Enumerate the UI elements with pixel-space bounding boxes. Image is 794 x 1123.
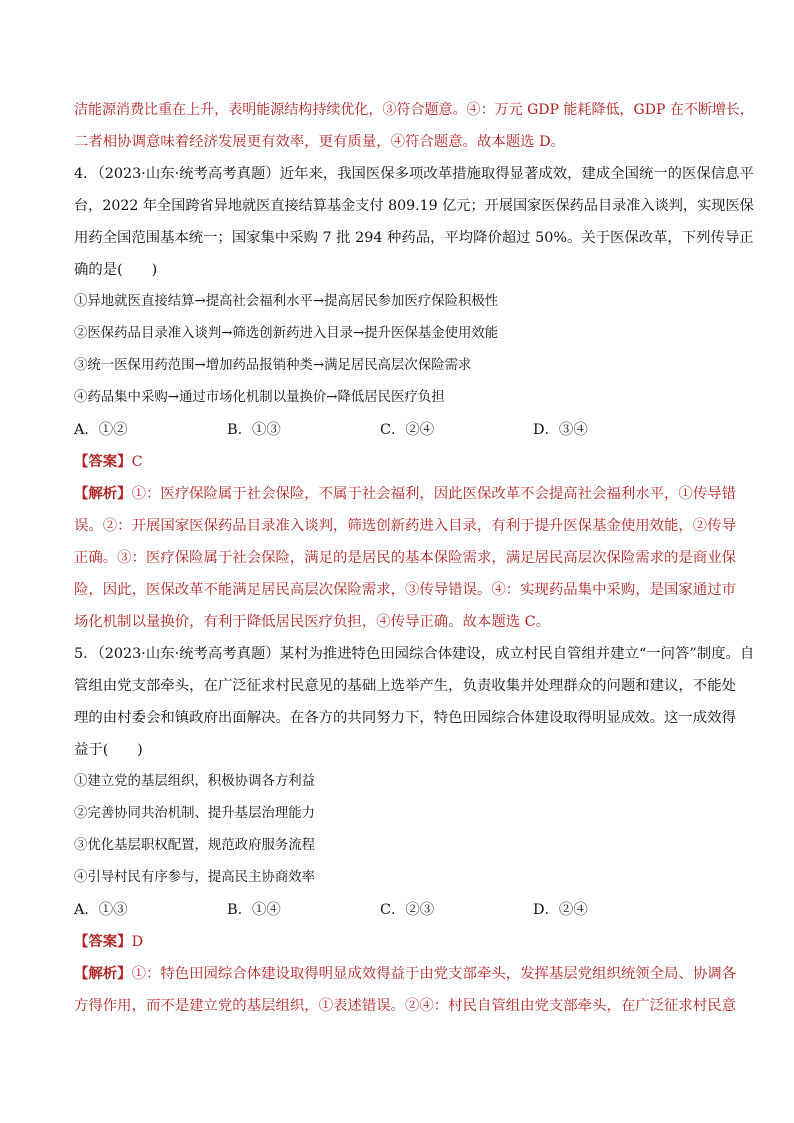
q4-item-4: ④药品集中采购→通过市场化机制以量换价→降低居民医疗负担	[74, 390, 445, 405]
q4-stem-line-3: 用药全国范围基本统一；国家集中采购 7 批 294 种药品，平均降价超过 50%。关于医保改革，下列传导正	[74, 230, 754, 246]
q4-analysis-line-3: 正确。③：医疗保险属于社会保险，满足的是居民的基本保险需求，满足居民高层次保险需求的是商业保	[74, 550, 736, 566]
analysis-text: ①：特色田园综合体建设取得明显成效得益于由党支部牵头，发挥基层党组织统领全局、协调各	[131, 966, 736, 982]
q5-option-c: C．②③	[380, 902, 435, 918]
q5-stem-line-3: 理的由村委会和镇政府出面解决。在各方的共同努力下，特色田园综合体建设取得明显成效。这一成效得	[74, 710, 736, 726]
q4-answer	[74, 452, 143, 472]
q4-option-c: C．②④	[380, 422, 435, 438]
answer-value: C	[131, 454, 143, 470]
q5-option-d: D．②④	[533, 902, 588, 918]
q5-analysis-line-2: 方得作用，而不是建立党的基层组织，①表述错误。②④：村民自管组由党支部牵头，在广泛征求村民意	[74, 998, 736, 1014]
q4-analysis-line-2: 误。②：开展国家医保药品目录准入谈判，筛选创新药进入目录，有利于提升医保基金使用效能，②传导	[74, 518, 736, 534]
q5-option-b: B．①④	[227, 902, 281, 918]
q4-option-a: A．①②	[74, 422, 128, 438]
q4-stem-line-2: 台，2022 年全国跨省异地就医直接结算基金支付 809.19 亿元；开展国家医保药品目录准入谈判，实现医保	[74, 198, 754, 214]
q5-option-a: A．①③	[74, 902, 128, 918]
q5-item-2: ②完善协同共治机制、提升基层治理能力	[74, 806, 316, 821]
analysis-label: 【解析】	[74, 485, 132, 502]
q4-analysis-line-4: 险，因此，医保改革不能满足居民高层次保险需求，③传导错误。④：实现药品集中采购，是国家通过市	[74, 582, 736, 598]
q4-analysis-line-5: 场化机制以量换价，有利于降低居民医疗负担，④传导正确。故本题选 C。	[74, 614, 551, 630]
answer-label: 【答案】	[74, 933, 132, 950]
q4-stem-line-4: 确的是( )	[74, 262, 158, 278]
q5-item-3: ③优化基层职权配置，规范政府服务流程	[74, 838, 316, 853]
q4-option-d: D．③④	[533, 422, 588, 438]
q4-analysis-line-1	[74, 484, 736, 504]
q4-item-3: ③统一医保用药范围→增加药品报销种类→满足居民高层次保险需求	[74, 358, 472, 373]
prev-analysis-line-2: 二者相协调意味着经济发展更有效率，更有质量，④符合题意。故本题选 D。	[74, 134, 566, 150]
q5-stem-line-2: 管组由党支部牵头，在广泛征求村民意见的基础上选举产生，负责收集并处理群众的问题和建议，不能处	[74, 678, 736, 694]
analysis-label: 【解析】	[74, 965, 132, 982]
q5-stem-line-4: 益于( )	[74, 742, 143, 758]
analysis-text: ①：医疗保险属于社会保险，不属于社会福利，因此医保改革不会提高社会福利水平，①传导错	[131, 486, 736, 502]
answer-value: D	[131, 934, 144, 950]
q5-stem-line-1: 5．（2023·山东·统考高考真题）某村为推进特色田园综合体建设，成立村民自管组并建立“一问答”制度。自	[74, 646, 755, 662]
q5-item-1: ①建立党的基层组织，积极协调各方利益	[74, 774, 316, 789]
q4-option-b: B．①③	[227, 422, 281, 438]
q5-analysis-line-1	[74, 964, 736, 984]
prev-analysis-line-1: 洁能源消费比重在上升，表明能源结构持续优化，③符合题意。④：万元 GDP 能耗降低，GDP 在不断增长，	[74, 102, 754, 118]
q4-item-1: ①异地就医直接结算→提高社会福利水平→提高居民参加医疗保险积极性	[74, 294, 499, 309]
q5-answer	[74, 932, 143, 952]
q5-item-4: ④引导村民有序参与，提高民主协商效率	[74, 870, 316, 885]
q4-stem-line-1: 4．（2023·山东·统考高考真题）近年来，我国医保多项改革措施取得显著成效，建成全国统一的医保信息平	[74, 166, 754, 182]
q4-item-2: ②医保药品目录准入谈判→筛选创新药进入目录→提升医保基金使用效能	[74, 326, 499, 341]
answer-label: 【答案】	[74, 453, 132, 470]
